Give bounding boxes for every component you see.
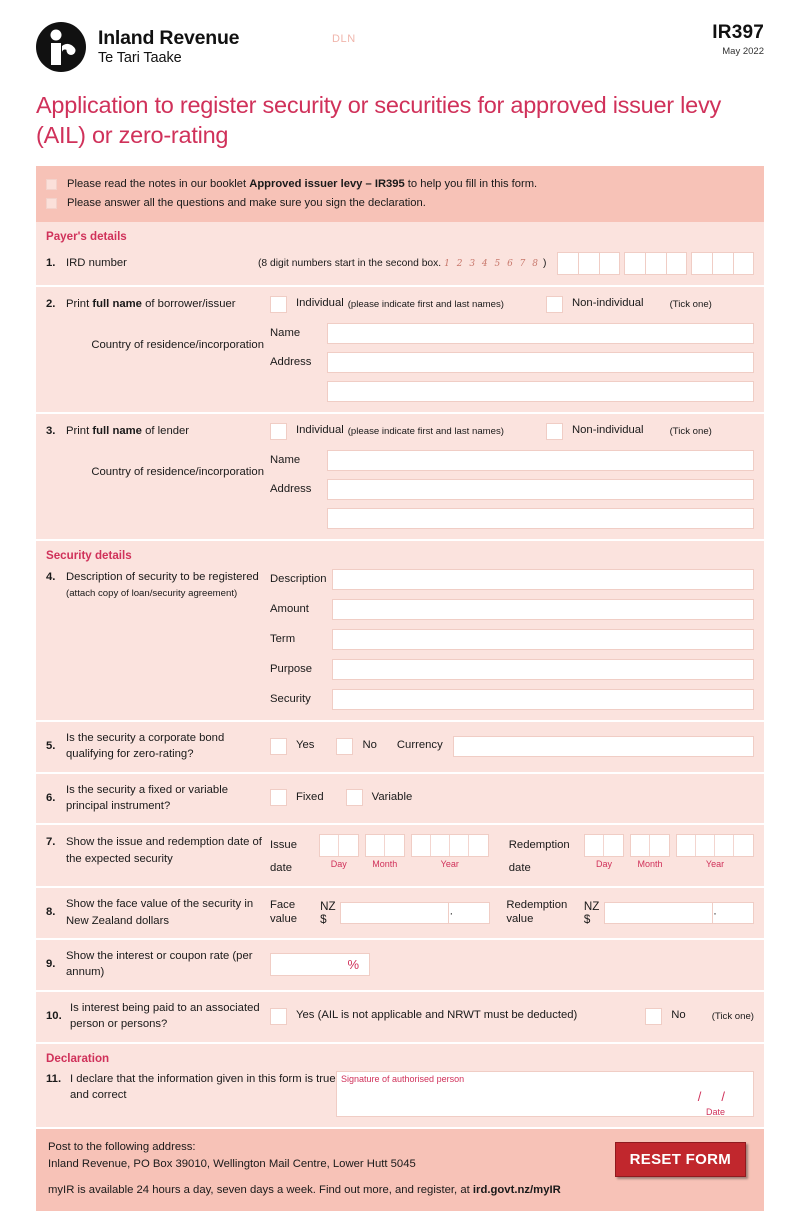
ird-number-input[interactable] <box>557 252 754 275</box>
q1-hint-pre: (8 digit numbers start in the second box. <box>258 257 442 269</box>
q2-country-row <box>270 381 754 402</box>
q3-number: 3. <box>46 424 56 437</box>
q1-hint <box>258 258 557 269</box>
q8-label: Show the face value of the security in New Zealand dollars <box>66 898 254 927</box>
question-3-row <box>36 412 764 539</box>
q3-tick-row <box>270 423 754 440</box>
q2-tick-row <box>270 296 754 313</box>
q3-address-row <box>270 479 754 500</box>
ird-cell[interactable] <box>691 252 712 275</box>
q6-variable-label: Variable <box>371 791 413 804</box>
date-cell[interactable] <box>366 835 385 856</box>
section-heading-security: Security details <box>46 548 132 562</box>
inland-revenue-logo <box>36 22 239 72</box>
q8-redemption-decimal-point: · <box>713 905 717 920</box>
form-date: May 2022 <box>722 46 764 57</box>
date-cell[interactable] <box>734 835 753 856</box>
q3-name-row <box>270 450 754 471</box>
question-1-row <box>36 245 764 285</box>
q8-face-dollars[interactable] <box>341 903 449 923</box>
ird-cell[interactable] <box>733 252 754 275</box>
q10-yes-label: Yes (AIL is not applicable and NRWT must be deducted) <box>296 1009 578 1022</box>
redemption-year-caption: Year <box>705 859 725 870</box>
q4-amount-label: Amount <box>270 603 309 616</box>
q3-country-label: Country of residence/incorporation <box>91 466 264 479</box>
section-heading-declaration: Declaration <box>46 1051 110 1065</box>
q2-label-bold: full name <box>92 297 142 310</box>
q7-issue-date-label: Issue date <box>270 839 298 875</box>
question-6-row <box>36 772 764 824</box>
date-cell[interactable] <box>450 835 469 856</box>
ird-cell[interactable] <box>578 252 599 275</box>
issue-year-caption: Year <box>440 859 459 870</box>
date-cell[interactable] <box>677 835 696 856</box>
q4-term-input[interactable] <box>332 629 754 650</box>
q5-no-checkbox[interactable] <box>336 738 353 755</box>
q3-name-label: Name <box>270 454 301 467</box>
issue-month-cells[interactable] <box>365 834 405 857</box>
page-title: Application to register security or securities for approved issuer levy (AIL) or zero-rating <box>36 92 721 149</box>
q5-no-label: No <box>362 739 377 752</box>
q5-label: Is the security a corporate bond qualifying for zero-rating? <box>66 731 225 761</box>
q4-label: Description of security to be registered <box>66 570 259 583</box>
form-code-block <box>712 22 764 57</box>
redemption-month-caption: Month <box>637 859 663 870</box>
q3-individual-note: (please indicate first and last names) <box>347 425 504 437</box>
q6-label: Is the security a fixed or variable principal instrument? <box>66 783 228 812</box>
dln-marker: DLN <box>332 33 356 45</box>
q2-non-individual-label: Non-individual <box>571 297 644 310</box>
note-text-pre: Please read the notes in our booklet <box>67 178 250 191</box>
ird-cell[interactable] <box>624 252 645 275</box>
signature-caption: Signature of authorised person <box>341 1073 465 1084</box>
q2-label-post: of borrower/issuer <box>141 297 236 310</box>
q4-amount-row <box>270 599 754 620</box>
q10-label: Is interest being paid to an associated person or persons? <box>70 1001 260 1031</box>
redemption-day-group[interactable] <box>584 834 624 869</box>
q8-face-decimal-point: · <box>449 905 454 920</box>
notes-banner <box>36 166 764 222</box>
footer-myir-link[interactable]: ird.govt.nz/myIR <box>472 1183 561 1196</box>
redemption-year-group[interactable] <box>676 834 754 869</box>
ir-roundel-icon <box>36 22 86 72</box>
q4-term-row <box>270 629 754 650</box>
signature-date-caption: Date <box>705 1106 725 1117</box>
question-4-row <box>36 564 764 720</box>
issue-month-group[interactable] <box>365 834 405 869</box>
q5-yes-checkbox[interactable] <box>270 738 287 755</box>
q2-name-input[interactable] <box>327 323 754 344</box>
q6-variable-checkbox[interactable] <box>346 789 363 806</box>
q3-country-row <box>270 508 754 529</box>
redemption-day-cells[interactable] <box>584 834 624 857</box>
date-cell[interactable] <box>385 835 404 856</box>
date-cell[interactable] <box>412 835 431 856</box>
q6-fixed-label: Fixed <box>296 791 324 804</box>
question-5-row <box>36 720 764 772</box>
q9-label: Show the interest or coupon rate (per annum) <box>66 950 253 979</box>
q7-redemption-date-input[interactable] <box>584 834 754 869</box>
date-cell[interactable] <box>469 835 488 856</box>
q5-currency-input[interactable] <box>453 736 754 757</box>
note-item <box>46 175 752 194</box>
ird-group-2[interactable] <box>624 252 687 275</box>
q8-redemption-currency-symbol: NZ $ <box>583 899 600 926</box>
q9-number: 9. <box>46 958 56 971</box>
q4-security-row <box>270 689 754 710</box>
date-cell[interactable] <box>715 835 734 856</box>
redemption-month-group[interactable] <box>630 834 670 869</box>
note-text-post: to help you fill in this form. <box>404 178 538 191</box>
q8-redemption-dollars[interactable] <box>605 903 713 923</box>
q2-country-label: Country of residence/incorporation <box>91 339 264 352</box>
q2-non-individual-checkbox[interactable] <box>546 296 563 313</box>
q4-security-input[interactable] <box>332 689 754 710</box>
footer-address: Inland Revenue, PO Box 39010, Wellington Mail Centre, Lower Hutt 5045 <box>48 1157 416 1170</box>
q2-country-input[interactable] <box>327 381 754 402</box>
q4-amount-input[interactable] <box>332 599 754 620</box>
ird-cell[interactable] <box>557 252 578 275</box>
footer-banner <box>36 1129 764 1211</box>
issue-day-caption: Day <box>330 859 347 870</box>
q3-name-input[interactable] <box>327 450 754 471</box>
q3-tick-one: (Tick one) <box>669 425 712 437</box>
issue-year-cells[interactable] <box>411 834 489 857</box>
q6-number: 6. <box>46 791 56 804</box>
q2-name-label: Name <box>270 327 301 340</box>
q4-number: 4. <box>46 570 56 583</box>
percent-symbol: % <box>347 956 359 972</box>
q10-yes-checkbox[interactable] <box>270 1008 287 1025</box>
question-11-row <box>36 1067 764 1127</box>
org-name-maori: Te Tari Taake <box>98 49 182 66</box>
question-10-row <box>36 990 764 1042</box>
date-cell[interactable] <box>339 835 358 856</box>
q3-address-input[interactable] <box>327 479 754 500</box>
q4-description-row <box>270 569 754 590</box>
q8-redemption-value-label: Redemption value <box>506 899 568 925</box>
q2-address-label: Address <box>270 356 312 369</box>
redemption-month-cells[interactable] <box>630 834 670 857</box>
section-payers-details <box>36 222 764 539</box>
q2-individual-checkbox[interactable] <box>270 296 287 313</box>
q3-individual-checkbox[interactable] <box>270 423 287 440</box>
q3-individual-label: Individual <box>296 424 344 437</box>
q8-redemption-cents[interactable] <box>717 903 753 923</box>
ird-group-1[interactable] <box>557 252 620 275</box>
signature-field[interactable] <box>336 1071 754 1117</box>
q2-address-input[interactable] <box>327 352 754 373</box>
q2-name-row <box>270 323 754 344</box>
reset-form-button[interactable]: RESET FORM <box>615 1142 746 1177</box>
q8-redemption-value-input[interactable] <box>604 902 754 924</box>
date-cell[interactable] <box>696 835 715 856</box>
q7-redemption-date-label: Redemption date <box>508 839 570 875</box>
q1-label: IRD number <box>66 257 127 270</box>
q3-non-individual-label: Non-individual <box>571 424 644 437</box>
q4-purpose-input[interactable] <box>332 659 754 680</box>
ird-cell[interactable] <box>645 252 666 275</box>
question-8-row <box>36 886 764 938</box>
q2-label-pre: Print <box>66 297 93 310</box>
date-cell[interactable] <box>650 835 669 856</box>
q2-number: 2. <box>46 297 56 310</box>
footer-post-label: Post to the following address: <box>48 1140 196 1153</box>
date-cell[interactable] <box>320 835 339 856</box>
note-bullet-box <box>46 198 57 209</box>
issue-day-group[interactable] <box>319 834 359 869</box>
note-item <box>46 194 752 213</box>
org-name: Inland Revenue <box>98 26 240 49</box>
q4-purpose-label: Purpose <box>270 663 313 676</box>
footer-myir-pre: myIR is available 24 hours a day, seven days a week. Find out more, and register, at <box>48 1183 473 1196</box>
q10-no-label: No <box>671 1009 686 1022</box>
q4-security-label: Security <box>270 693 311 706</box>
section-security-details <box>36 539 764 1042</box>
q1-hint-digits: 1 2 3 4 5 6 7 8 <box>444 258 540 269</box>
q1-hint-post: ) <box>543 257 547 269</box>
q3-label-post: of lender <box>141 424 190 437</box>
q4-description-input[interactable] <box>332 569 754 590</box>
q2-individual-label: Individual <box>296 297 344 310</box>
q9-rate-input[interactable] <box>270 953 370 976</box>
q2-address-row <box>270 352 754 373</box>
ird-cell[interactable] <box>666 252 687 275</box>
q11-number: 11. <box>46 1072 62 1085</box>
q3-non-individual-checkbox[interactable] <box>546 423 563 440</box>
issue-year-group[interactable] <box>411 834 489 869</box>
section-heading-payer: Payer's details <box>46 229 127 243</box>
q10-number: 10. <box>46 1009 62 1022</box>
q5-currency-label: Currency <box>396 739 443 752</box>
redemption-day-caption: Day <box>595 859 612 870</box>
q5-number: 5. <box>46 739 56 752</box>
ird-cell[interactable] <box>712 252 733 275</box>
q2-label <box>66 296 270 312</box>
note-text-bold: Approved issuer levy – IR395 <box>249 178 405 191</box>
q3-label-pre: Print <box>66 424 93 437</box>
q5-yes-label: Yes <box>296 739 315 752</box>
q4-purpose-row <box>270 659 754 680</box>
q4-description-label: Description <box>270 573 327 586</box>
q10-tick-one: (Tick one) <box>711 1010 754 1022</box>
date-cell[interactable] <box>585 835 604 856</box>
q1-number: 1. <box>46 257 56 270</box>
q2-individual-note: (please indicate first and last names) <box>347 298 504 310</box>
q6-fixed-checkbox[interactable] <box>270 789 287 806</box>
q8-face-value-label: Face value <box>270 899 298 925</box>
note-text-pre: Please answer all the questions and make sure you sign the declaration. <box>67 196 426 209</box>
q2-tick-one: (Tick one) <box>669 298 712 310</box>
q8-face-value-input[interactable] <box>340 902 490 924</box>
question-2-row <box>36 285 764 412</box>
q3-label <box>66 423 270 439</box>
footer-myir-line <box>48 1182 752 1199</box>
ird-group-3[interactable] <box>691 252 754 275</box>
q3-label-bold: full name <box>92 424 142 437</box>
q4-term-label: Term <box>270 633 296 646</box>
q8-number: 8. <box>46 906 56 919</box>
signature-date-separators[interactable]: // <box>697 1088 745 1104</box>
date-cell[interactable] <box>431 835 450 856</box>
section-declaration <box>36 1042 764 1127</box>
q11-label: I declare that the information given in this form is true and correct <box>70 1072 336 1101</box>
date-cell[interactable] <box>631 835 650 856</box>
q8-face-currency-symbol: NZ $ <box>320 899 336 926</box>
ird-cell[interactable] <box>599 252 620 275</box>
q10-no-checkbox[interactable] <box>645 1008 662 1025</box>
q7-label: Show the issue and redemption date of the expected security <box>66 836 262 865</box>
q7-number: 7. <box>46 836 56 849</box>
q4-fine-print: (attach copy of loan/security agreement) <box>66 588 238 600</box>
q7-issue-date-input[interactable] <box>319 834 495 869</box>
note-bullet-box <box>46 179 57 190</box>
q3-country-input[interactable] <box>327 508 754 529</box>
issue-day-cells[interactable] <box>319 834 359 857</box>
question-7-row <box>36 823 764 886</box>
q3-address-label: Address <box>270 483 312 496</box>
form-code: IR397 <box>712 22 764 43</box>
question-9-row <box>36 938 764 990</box>
q8-face-cents[interactable] <box>453 903 489 923</box>
masthead <box>36 0 764 70</box>
redemption-year-cells[interactable] <box>676 834 754 857</box>
issue-month-caption: Month <box>372 859 398 870</box>
date-cell[interactable] <box>604 835 623 856</box>
